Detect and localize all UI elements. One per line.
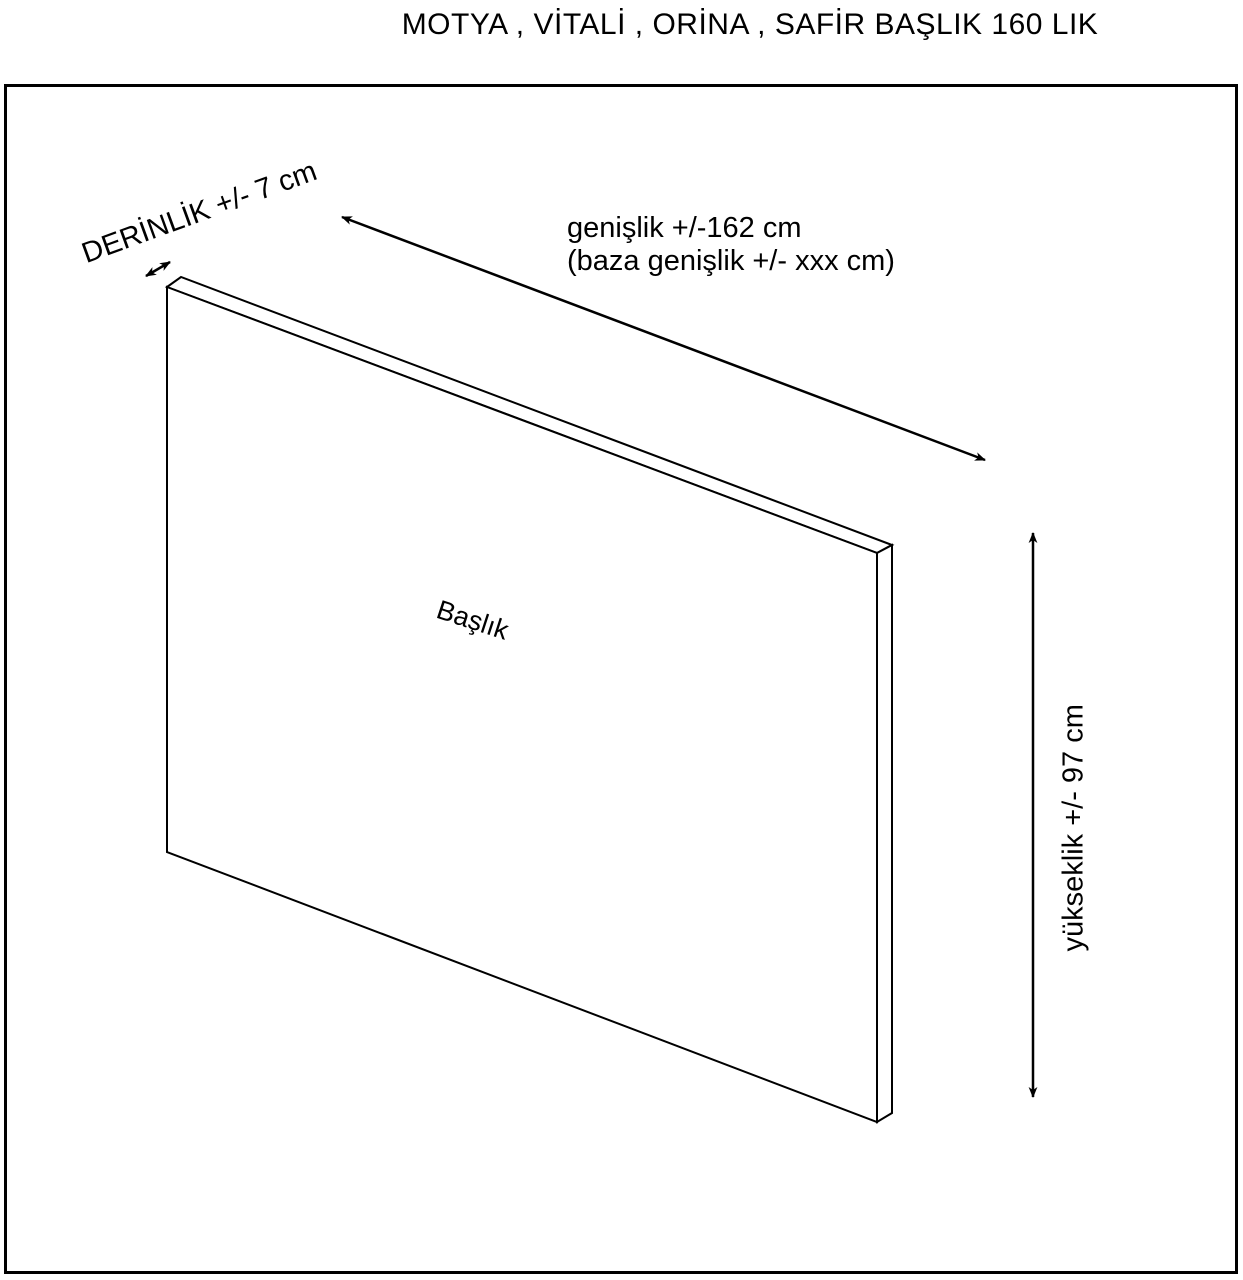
- width-dimension-line2: (baza genişlik +/- xxx cm): [567, 245, 895, 277]
- page-title: MOTYA , VİTALİ , ORİNA , SAFİR BAŞLIK 160 LIK: [401, 8, 1099, 41]
- width-dimension-line1: genişlik +/-162 cm: [567, 212, 802, 244]
- depth-dimension-arrow: [146, 262, 170, 276]
- height-dimension-label: yükseklik +/- 97 cm: [1057, 704, 1090, 952]
- headboard-panel: [167, 277, 892, 1122]
- depth-dimension-label: DERİNLİK +/- 7 cm: [77, 155, 322, 270]
- panel-name-label: Başlık: [433, 594, 513, 646]
- width-dimension-label: [567, 212, 895, 278]
- panel-side-face: [877, 545, 892, 1122]
